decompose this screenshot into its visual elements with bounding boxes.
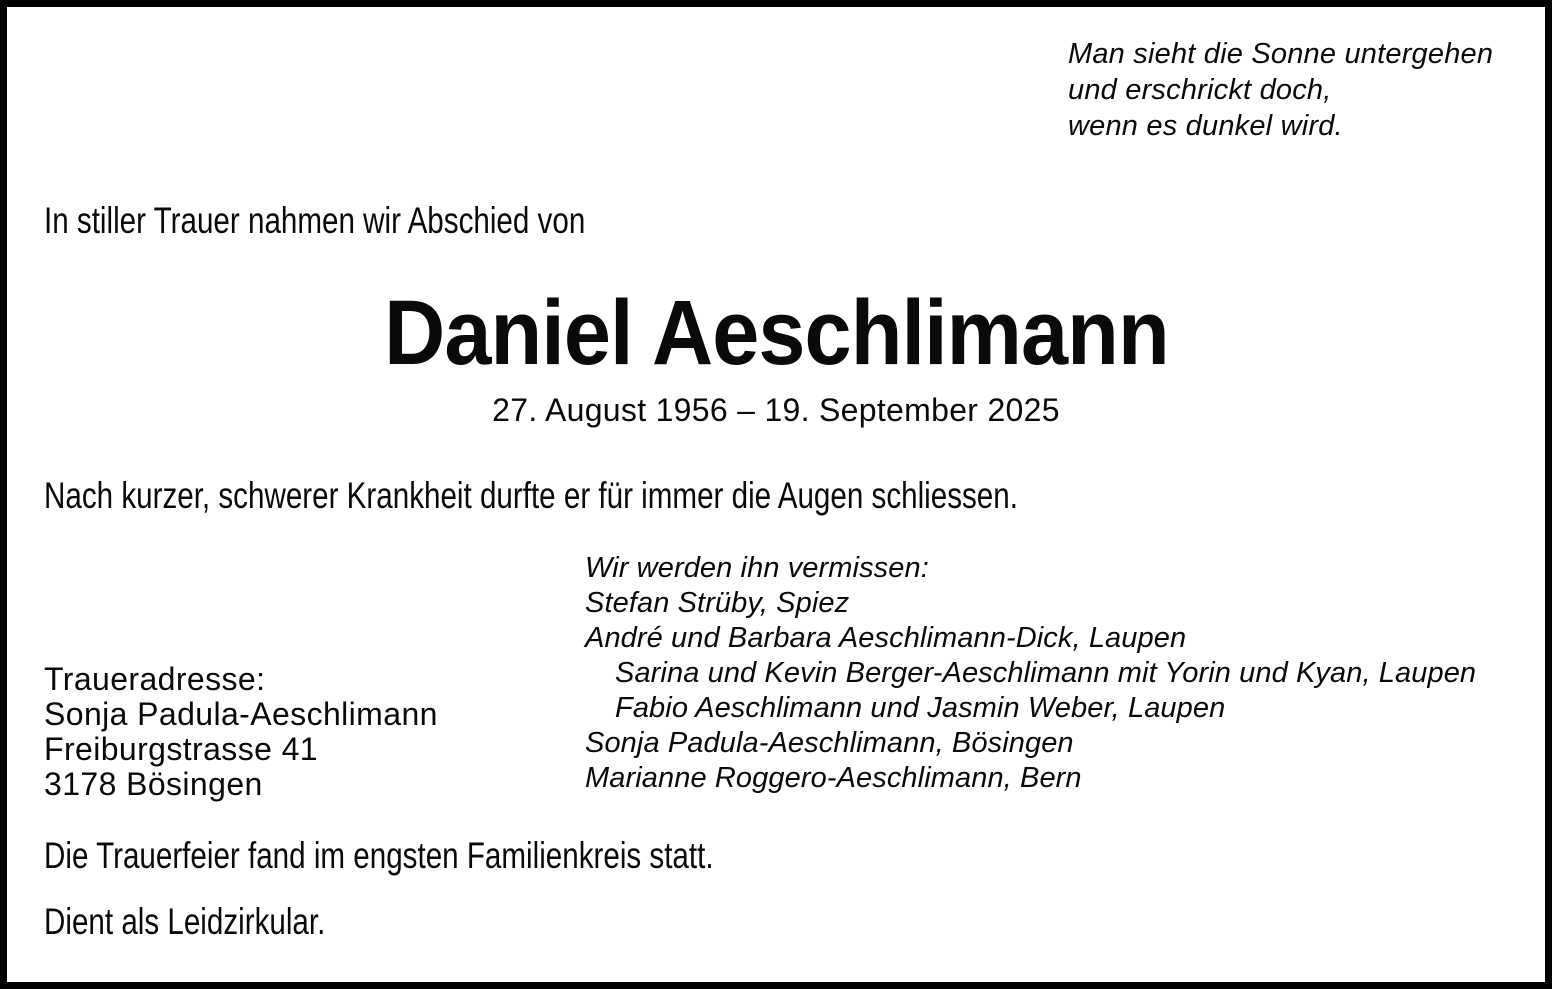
life-dates	[7, 390, 1545, 430]
funeral-note-line	[44, 833, 881, 879]
epigraph-line: Man sieht die Sonne untergehen	[1068, 38, 1494, 70]
mourner-entry: Sonja Padula-Aeschlimann, Bösingen	[585, 727, 1074, 759]
deceased-name-text: Daniel Aeschlimann	[383, 282, 1169, 384]
mourner-entry: Stefan Strüby, Spiez	[585, 587, 850, 619]
mourner-entry: Sarina und Kevin Berger-Aeschlimann mit Yorin und Kyan, Laupen	[615, 657, 1477, 689]
mourner-entry: Marianne Roggero-Aeschlimann, Bern	[585, 762, 1082, 794]
mourning-address-line: Freiburgstrasse 41	[44, 731, 318, 767]
intro-text: In stiller Trauer nahmen wir Abschied von	[44, 200, 586, 241]
epigraph-quote	[1068, 36, 1493, 144]
mourners-list	[585, 551, 1476, 796]
mourner-entry: André und Barbara Aeschlimann-Dick, Laupen	[585, 622, 1187, 654]
mourning-address-line: 3178 Bösingen	[44, 766, 263, 802]
mourners-heading: Wir werden ihn vermissen:	[585, 552, 929, 584]
epigraph-line: wenn es dunkel wird.	[1068, 110, 1343, 142]
announcement-line	[44, 473, 1261, 519]
epigraph-line: und erschrickt doch,	[1068, 74, 1332, 106]
deceased-name	[7, 278, 1545, 388]
funeral-note-text: Die Trauerfeier fand im engsten Familienkreis statt.	[44, 835, 714, 876]
mourning-address-label: Traueradresse:	[44, 661, 266, 697]
mourning-address	[44, 662, 438, 802]
circular-note-text: Dient als Leidzirkular.	[44, 901, 326, 942]
intro-line	[44, 198, 721, 244]
mourning-address-line: Sonja Padula-Aeschlimann	[44, 696, 438, 732]
mourner-entry: Fabio Aeschlimann und Jasmin Weber, Laupen	[615, 692, 1226, 724]
announcement-text: Nach kurzer, schwerer Krankheit durfte er für immer die Augen schliessen.	[44, 475, 1018, 516]
life-dates-text: 27. August 1956 – 19. September 2025	[492, 392, 1060, 428]
circular-note-line	[44, 899, 396, 945]
